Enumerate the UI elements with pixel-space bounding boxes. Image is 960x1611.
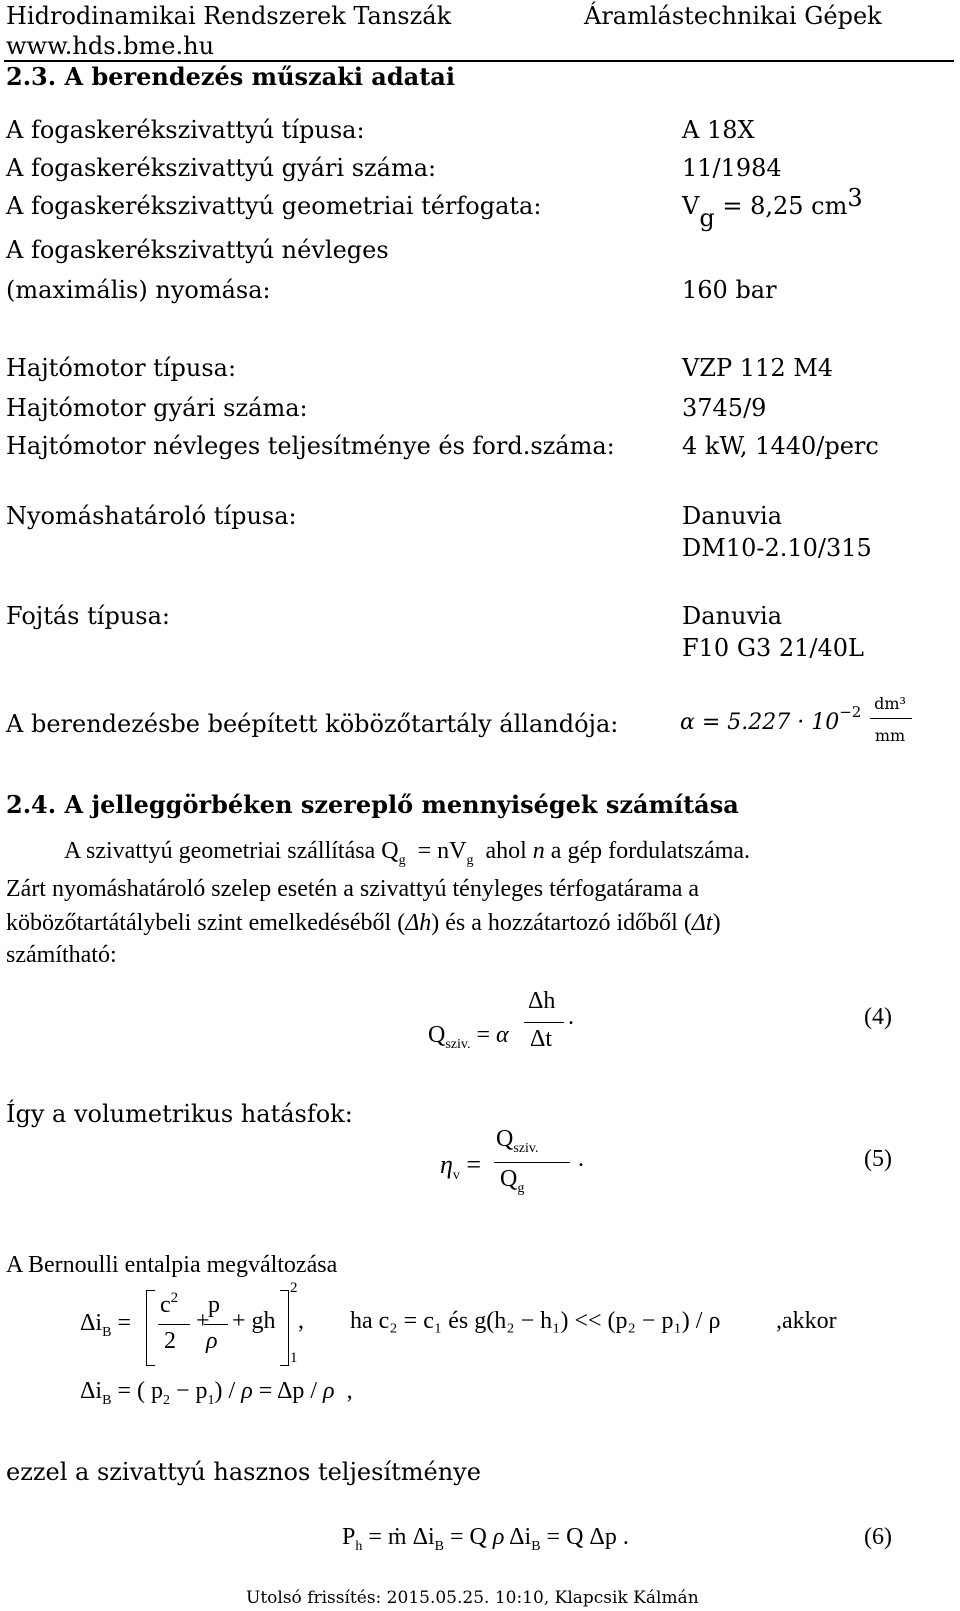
bernoulli-simplified: $\Delta i_B$ = ( $p_2 - p_1) / \rho = \Delta p / \rho$ ,	[80, 1378, 353, 1408]
spec-label: Nyomáshatároló típusa:	[6, 502, 297, 530]
paragraph-line: ezzel a szivattyú hasznos teljesítménye	[6, 1458, 481, 1486]
equation-4-period: .	[568, 1004, 574, 1030]
header-subject: Áramlástechnikai Gépek	[584, 2, 882, 30]
unit-numerator: dm³	[874, 694, 906, 713]
spec-value: 4 kW, 1440/perc	[682, 432, 879, 460]
spec-value: 3745/9	[682, 394, 767, 422]
equation-5-number: (5)	[864, 1146, 892, 1172]
equation-5-lhs: $\eta_v$ =	[440, 1150, 482, 1183]
bernoulli-term-den: ρ	[206, 1328, 218, 1354]
equation-5-numerator: $Q_{sziv.}$	[496, 1126, 539, 1156]
spec-label: Hajtómotor névleges teljesítménye és ford.száma:	[6, 432, 615, 460]
equation-6-number: (6)	[864, 1524, 892, 1550]
equation-5-period: .	[578, 1146, 584, 1172]
bracket-lower-index: 1	[290, 1350, 298, 1366]
unit-fraction-line	[870, 718, 912, 719]
equation-4-fraction-line	[524, 1022, 564, 1023]
spec-value: Danuvia	[682, 602, 783, 630]
spec-label: A berendezésbe beépített köbözőtartály állandója:	[6, 710, 619, 738]
spec-value: Danuvia	[682, 502, 783, 530]
spec-value: 160 bar	[682, 276, 777, 304]
equation-4-numerator: Δh	[528, 988, 556, 1014]
bernoulli-term-den: 2	[164, 1328, 176, 1354]
spec-label: Hajtómotor típusa:	[6, 354, 237, 382]
bernoulli-lhs: $\Delta i_B$ =	[80, 1310, 131, 1340]
equation-4-denominator: Δt	[530, 1026, 553, 1052]
spec-value: F10 G3 21/40L	[682, 634, 864, 662]
header-url: www.hds.bme.hu	[6, 32, 215, 60]
bernoulli-condition: ha c₂ = c₁ és g(h₂ − h₁) << (p₂ − p₁) / ρ	[350, 1308, 721, 1334]
header-department: Hidrodinamikai Rendszerek Tanszák	[6, 2, 452, 30]
equation-5-fraction-line	[494, 1162, 570, 1163]
paragraph-line: Zárt nyomáshatároló szelep esetén a szivattyú tényleges térfogatárama a	[6, 876, 700, 902]
paragraph-line: számítható:	[6, 942, 117, 968]
footer-updated: Utolsó frissítés: 2015.05.25. 10:10, Klapcsik Kálmán	[246, 1588, 699, 1608]
paragraph-geom-flow: A szivattyú geometriai szállítása $Q_g = nV_g$ ahol n a gép fordulatszáma.	[64, 838, 751, 868]
spec-label: A fogaskerékszivattyú geometriai térfogata:	[6, 192, 542, 220]
unit-denominator: mm	[874, 726, 906, 745]
spec-value-volume: Vg = 8,25 cm3	[682, 184, 863, 232]
bernoulli-akkor: ,akkor	[776, 1308, 837, 1334]
spec-value-alpha: $\alpha = 5.227 \cdot 10^{-2}$	[680, 703, 862, 735]
bernoulli-term-num: $c^2$	[160, 1290, 179, 1318]
spec-value: A 18X	[682, 116, 755, 144]
paragraph-line: köbözőtartátálybeli szint emelkedéséből (Δh) és a hozzátartozó időből (Δt)	[6, 910, 721, 936]
bernoulli-gh: + gh	[232, 1308, 276, 1334]
equation-6: $P_h$ = ṁ $\Delta i_B = Q$ ρ $\Delta i_B = Q$ Δp .	[342, 1524, 629, 1554]
spec-label: A fogaskerékszivattyú gyári száma:	[6, 154, 437, 182]
bracket-right	[280, 1290, 289, 1366]
equation-5-denominator: $Q_g$	[500, 1166, 525, 1196]
spec-label: Fojtás típusa:	[6, 602, 170, 630]
spec-label: Hajtómotor gyári száma:	[6, 394, 308, 422]
bracket-left	[146, 1290, 155, 1366]
spec-label: A fogaskerékszivattyú típusa:	[6, 116, 365, 144]
plus-sign: +	[196, 1308, 210, 1334]
comma: ,	[298, 1308, 304, 1334]
spec-value: DM10-2.10/315	[682, 534, 872, 562]
spec-label: (maximális) nyomása:	[6, 276, 271, 304]
spec-value: VZP 112 M4	[682, 354, 834, 382]
spec-value: 11/1984	[682, 154, 782, 182]
fraction-line	[158, 1324, 190, 1325]
paragraph-line: A Bernoulli entalpia megváltozása	[6, 1252, 338, 1278]
section-title-2-3: 2.3. A berendezés műszaki adatai	[6, 62, 455, 91]
spec-label: A fogaskerékszivattyú névleges	[6, 236, 389, 264]
fraction-line	[204, 1324, 228, 1325]
paragraph-line: Így a volumetrikus hatásfok:	[6, 1100, 353, 1128]
bernoulli-term-num: p	[208, 1292, 220, 1318]
equation-4-lhs: $Q_{sziv.} = \alpha$	[428, 1022, 509, 1052]
bracket-upper-index: 2	[290, 1280, 298, 1296]
section-title-2-4: 2.4. A jelleggörbéken szereplő mennyiségek számítása	[6, 790, 739, 819]
equation-4-number: (4)	[864, 1004, 892, 1030]
